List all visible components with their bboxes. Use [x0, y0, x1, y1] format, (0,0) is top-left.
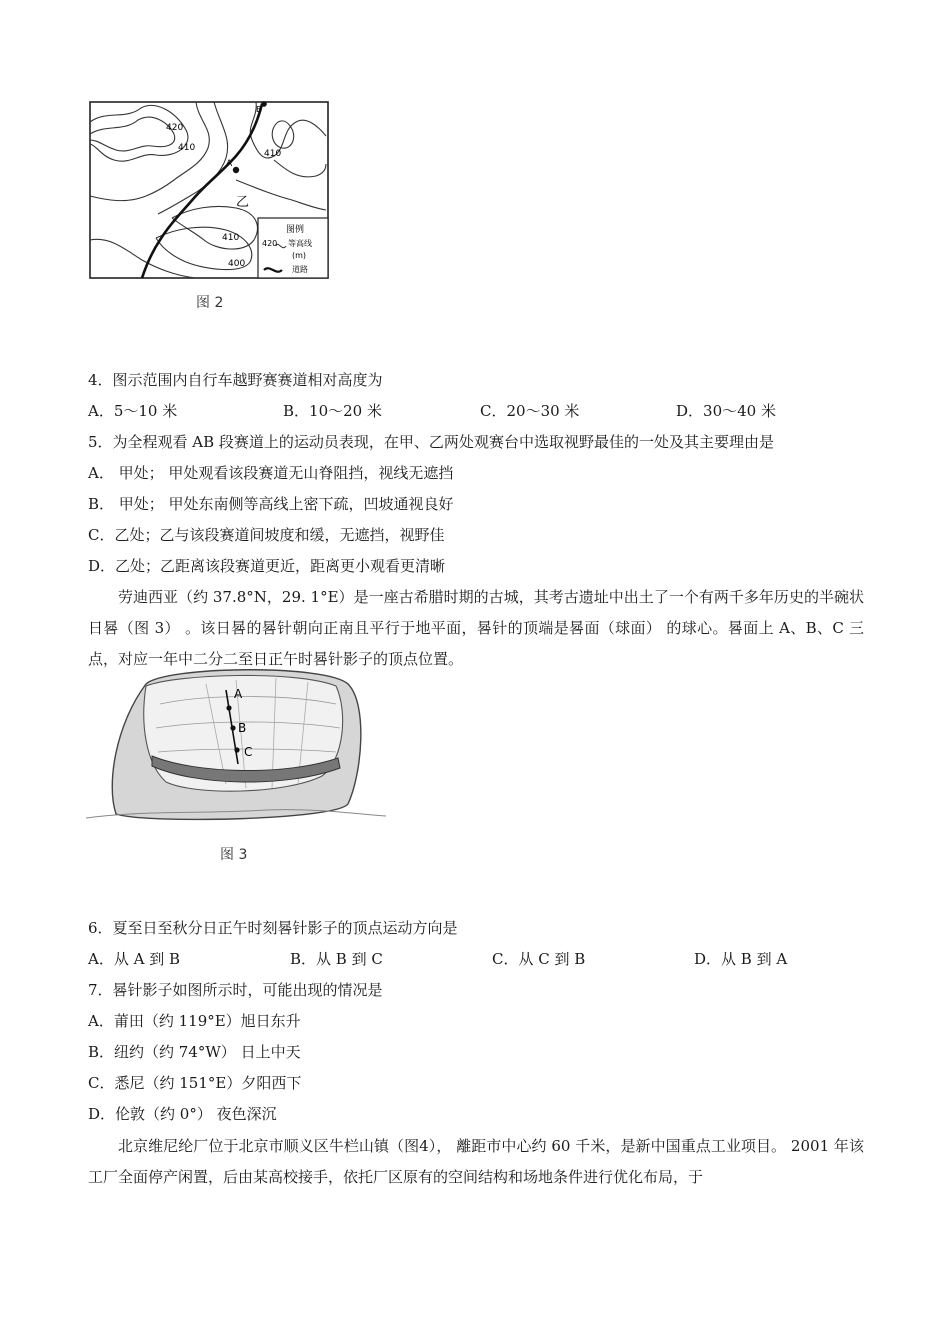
legend-unit: (m) [292, 251, 307, 260]
point-c-dot [234, 747, 239, 752]
question-7-option-b[interactable]: B．纽约（约 74°W） 日上中天 [88, 1043, 301, 1061]
question-5-stem: 5．为全程观看 AB 段赛道上的运动员表现，在甲、乙两处观赛台中选取视野最佳的一处及其主要理由是 [88, 433, 774, 451]
legend-contour-text: 等高线 [288, 239, 312, 248]
point-b-label: B [256, 105, 262, 114]
figure-3-caption: 图 3 [220, 847, 248, 863]
question-7-option-d[interactable]: D．伦敦（约 0°） 夜色深沉 [88, 1105, 277, 1123]
contour-label: 400 [228, 259, 246, 269]
contour-map-graphic [86, 100, 336, 312]
contour-label: 410 [222, 233, 240, 243]
question-4-stem: 4．图示范围内自行车越野赛赛道相对高度为 [88, 371, 383, 389]
point-a-label: A [226, 159, 233, 169]
contour-label: 410 [178, 143, 196, 153]
question-4-option-b[interactable]: B．10～20 米 [283, 402, 382, 420]
point-b-marker [261, 101, 267, 107]
sundial-graphic [86, 664, 386, 824]
sundial-label-c: C [244, 745, 253, 759]
question-6-option-d[interactable]: D．从 B 到 A [694, 950, 788, 968]
question-5-option-d[interactable]: D．乙处；乙距离该段赛道更近，距离更小观看更清晰 [88, 557, 446, 575]
passage-sundial: 劳迪西亚（约 37.8°N，29. 1°E）是一座古希腊时期的古城，其考古遗址中出土了一个有两千多年历史的半碗状日晷（图 3） 。该日晷的晷针朝向正南且平行于地平面，晷针的顶端是晷面（球面） 的球心。晷面上 A、B、C 三点，对应一年中二分二至日正午时晷针影子的顶点位置。 [88, 588, 864, 668]
zone-yi-label: 乙 [236, 195, 250, 210]
question-4-option-c[interactable]: C．20～30 米 [480, 402, 580, 420]
legend-contour-value: 420 [262, 239, 278, 248]
legend-title: 图例 [286, 225, 305, 235]
figure-3-sundial [86, 664, 386, 864]
question-4-option-d[interactable]: D．30～40 米 [676, 402, 776, 420]
question-5-option-a[interactable]: A． 甲处； 甲处观看该段赛道无山脊阻挡，视线无遮挡 [88, 464, 454, 482]
figure-2-caption: 图 2 [196, 295, 224, 311]
point-a-dot [226, 705, 231, 710]
figure-2-contour-map [86, 100, 336, 312]
passage-factory: 北京维尼纶厂位于北京市顺义区牛栏山镇（图4）， 離距市中心约 60 千米，是新中国重点工业项目。 2001 年该工厂全面停产闲置，后由某高校接手，依托厂区原有的空间结构和场地条件进行优化布局，于 [88, 1137, 864, 1186]
point-b-dot [230, 725, 235, 730]
legend-road-text: 道路 [292, 265, 308, 274]
question-6-option-b[interactable]: B．从 B 到 C [290, 950, 383, 968]
question-6-option-a[interactable]: A．从 A 到 B [88, 950, 180, 968]
question-7-option-a[interactable]: A．莆田（约 119°E）旭日东升 [88, 1012, 301, 1030]
question-7-stem: 7．晷针影子如图所示时，可能出现的情况是 [88, 981, 383, 999]
contour-label: 410 [264, 149, 282, 159]
point-a-marker [233, 167, 239, 173]
question-7-option-c[interactable]: C．悉尼（约 151°E）夕阳西下 [88, 1074, 302, 1092]
question-6-stem: 6．夏至日至秋分日正午时刻晷针影子的顶点运动方向是 [88, 919, 458, 937]
contour-label: 420 [166, 123, 184, 133]
question-4-option-a[interactable]: A．5～10 米 [88, 402, 178, 420]
sundial-label-b: B [238, 721, 247, 735]
question-5-option-c[interactable]: C．乙处；乙与该段赛道间坡度和缓，无遮挡，视野佳 [88, 526, 445, 544]
question-6-option-c[interactable]: C．从 C 到 B [492, 950, 586, 968]
question-5-option-b[interactable]: B． 甲处； 甲处东南侧等高线上密下疏，凹坡通视良好 [88, 495, 454, 513]
sundial-label-a: A [234, 687, 243, 701]
